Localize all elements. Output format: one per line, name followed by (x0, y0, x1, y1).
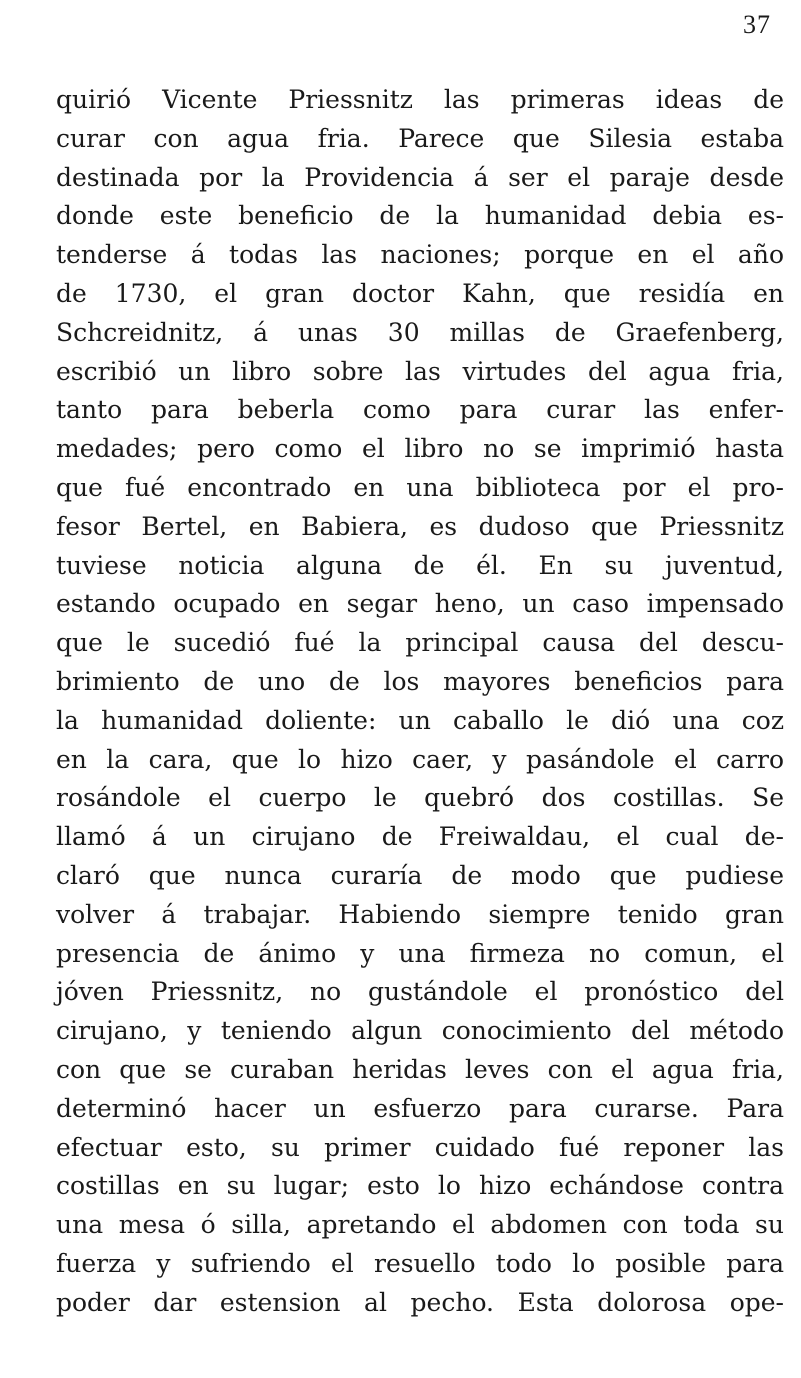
text-line: fuerza y sufriendo el resuello todo lo posible para (56, 1248, 784, 1278)
text-line: efectuar esto, su primer cuidado fué reponer las (56, 1132, 784, 1162)
text-line: destinada por la Providencia á ser el paraje desde (56, 162, 784, 192)
text-line: Schcreidnitz, á unas 30 millas de Graefenberg, (56, 317, 784, 347)
text-line: de 1730, el gran doctor Kahn, que residía en (56, 278, 784, 308)
page-number: 37 (743, 10, 771, 39)
text-line: presencia de ánimo y una firmeza no comun, el (56, 938, 784, 968)
text-line: tuviese noticia alguna de él. En su juventud, (56, 550, 784, 580)
text-line: escribió un libro sobre las virtudes del agua fria, (56, 356, 784, 386)
text-line: que fué encontrado en una biblioteca por el pro- (56, 472, 784, 502)
text-line: fesor Bertel, en Babiera, es dudoso que Priessnitz (56, 511, 784, 541)
text-line: brimiento de uno de los mayores beneficios para (56, 666, 784, 696)
text-line: rosándole el cuerpo le quebró dos costillas. Se (56, 783, 784, 813)
text-line: una mesa ó silla, apretando el abdomen con toda su (56, 1210, 784, 1240)
text-line: curar con agua fria. Parece que Silesia estaba (56, 123, 784, 153)
text-line: con que se curaban heridas leves con el agua fria, (56, 1054, 784, 1084)
text-line: llamó á un cirujano de Freiwaldau, el cual de- (56, 822, 784, 852)
text-line: costillas en su lugar; esto lo hizo echándose contra (56, 1171, 784, 1201)
text-line: tenderse á todas las naciones; porque en el año (56, 240, 784, 270)
text-line: determinó hacer un esfuerzo para curarse. Para (56, 1093, 784, 1123)
text-line: medades; pero como el libro no se imprimió hasta (56, 434, 784, 464)
text-line: donde este beneficio de la humanidad debia es- (56, 201, 784, 231)
text-line: estando ocupado en segar heno, un caso impensado (56, 589, 784, 619)
text-line: en la cara, que lo hizo caer, y pasándole el carro (56, 744, 784, 774)
text-line: cirujano, y teniendo algun conocimiento del método (56, 1016, 784, 1046)
text-line: volver á trabajar. Habiendo siempre tenido gran (56, 899, 784, 929)
body-text (56, 81, 784, 1323)
text-line: jóven Priessnitz, no gustándole el pronóstico del (56, 977, 784, 1007)
text-line: tanto para beberla como para curar las enfer- (56, 395, 784, 425)
text-line: claró que nunca curaría de modo que pudiese (56, 860, 784, 890)
text-line: quirió Vicente Priessnitz las primeras ideas de (56, 85, 784, 114)
text-line: poder dar estension al pecho. Esta dolorosa ope- (56, 1287, 784, 1317)
text-line: la humanidad doliente: un caballo le dió una coz (56, 705, 784, 735)
text-line: que le sucedió fué la principal causa del descu- (56, 628, 784, 658)
